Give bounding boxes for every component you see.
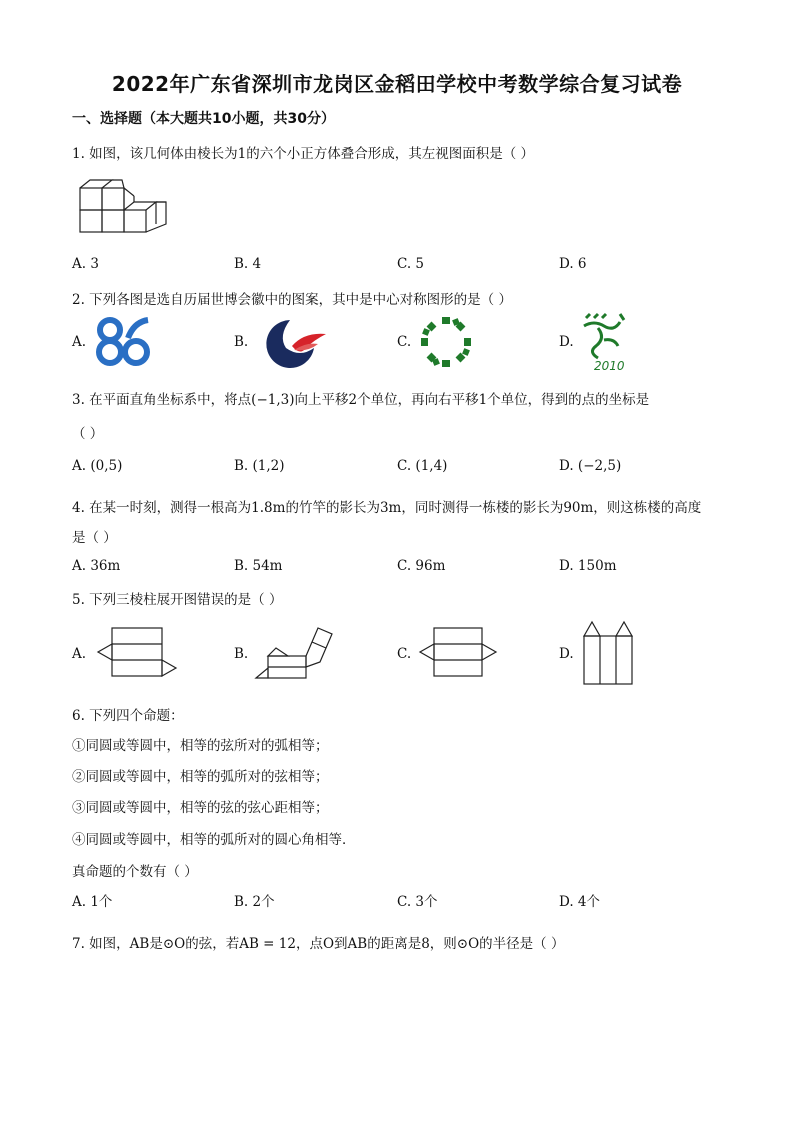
q5-label-d[interactable]: D. xyxy=(559,646,574,662)
q1-option-a[interactable]: A. 3 xyxy=(72,256,99,272)
q5-net-d-figure xyxy=(582,618,634,686)
q2-label-c[interactable]: C. xyxy=(397,334,412,350)
q3-option-d[interactable]: D. (−2,5) xyxy=(559,458,622,474)
section-heading: 一、选择题（本大题共10小题，共30分） xyxy=(72,111,335,127)
q6-prop-1: ①同圆或等圆中，相等的弦所对的弧相等； xyxy=(72,738,329,754)
q1-option-d[interactable]: D. 6 xyxy=(559,256,587,272)
q4-stem-line1: 4. 在某一时刻，测得一根高为1.8m的竹竿的影长为3m，同时测得一栋楼的影长为90m，则这栋楼的高度 xyxy=(72,500,702,516)
q2-logo-b-icon xyxy=(256,318,328,370)
q5-stem: 5. 下列三棱柱展开图错误的是（ ） xyxy=(72,592,283,608)
q2-label-b[interactable]: B. xyxy=(234,334,249,350)
page-title: 2022年广东省深圳市龙岗区金稻田学校中考数学综合复习试卷 xyxy=(111,72,683,96)
q6-question: 真命题的个数有（ ） xyxy=(72,864,198,880)
q4-option-d[interactable]: D. 150m xyxy=(559,558,617,574)
q3-option-b[interactable]: B. (1,2) xyxy=(234,458,285,474)
q4-option-c[interactable]: C. 96m xyxy=(397,558,446,574)
q2-label-d[interactable]: D. xyxy=(559,334,574,350)
q2-stem: 2. 下列各图是选自历届世博会徽中的图案，其中是中心对称图形的是（ ） xyxy=(72,292,512,308)
q4-option-b[interactable]: B. 54m xyxy=(234,558,283,574)
q1-stem: 1. 如图，该几何体由棱长为1的六个小正方体叠合形成，其左视图面积是（ ） xyxy=(72,146,535,162)
q3-stem-line2: （ ） xyxy=(72,426,104,442)
q4-stem-line2: 是（ ） xyxy=(72,530,117,546)
q6-option-d[interactable]: D. 4个 xyxy=(559,894,601,910)
q3-stem-line1: 3. 在平面直角坐标系中，将点(−1,3)向上平移2个单位，再向右平移1个单位，得到的点的坐标是 xyxy=(72,392,650,408)
q4-option-a[interactable]: A. 36m xyxy=(72,558,121,574)
q6-option-b[interactable]: B. 2个 xyxy=(234,894,275,910)
q1-cube-figure xyxy=(78,176,170,234)
q5-label-a[interactable]: A. xyxy=(72,646,87,662)
q5-label-b[interactable]: B. xyxy=(234,646,249,662)
q2-label-a[interactable]: A. xyxy=(72,334,87,350)
q6-option-c[interactable]: C. 3个 xyxy=(397,894,438,910)
q5-net-c-figure xyxy=(418,626,498,678)
q7-stem: 7. 如图，AB是⊙O的弦，若AB = 12，点O到AB的距离是8，则⊙O的半径是（ ） xyxy=(72,936,565,952)
q6-prop-3: ③同圆或等圆中，相等的弦的弦心距相等； xyxy=(72,800,329,816)
q6-prop-4: ④同圆或等圆中，相等的弧所对的圆心角相等． xyxy=(72,832,356,848)
q5-net-a-figure xyxy=(96,626,178,678)
q5-net-b-figure xyxy=(254,624,336,680)
q6-option-a[interactable]: A. 1个 xyxy=(72,894,113,910)
q2-logo-d-text: 2010 xyxy=(594,359,625,373)
q2-logo-a-icon xyxy=(94,316,152,368)
q6-prop-2: ②同圆或等圆中，相等的弧所对的弦相等； xyxy=(72,769,329,785)
q5-label-c[interactable]: C. xyxy=(397,646,412,662)
q6-stem: 6. 下列四个命题： xyxy=(72,708,184,724)
q3-option-c[interactable]: C. (1,4) xyxy=(397,458,448,474)
q1-option-c[interactable]: C. 5 xyxy=(397,256,425,272)
q2-logo-c-icon xyxy=(420,316,472,368)
q3-option-a[interactable]: A. (0,5) xyxy=(72,458,123,474)
q1-option-b[interactable]: B. 4 xyxy=(234,256,262,272)
q2-logo-d-icon xyxy=(580,312,634,372)
